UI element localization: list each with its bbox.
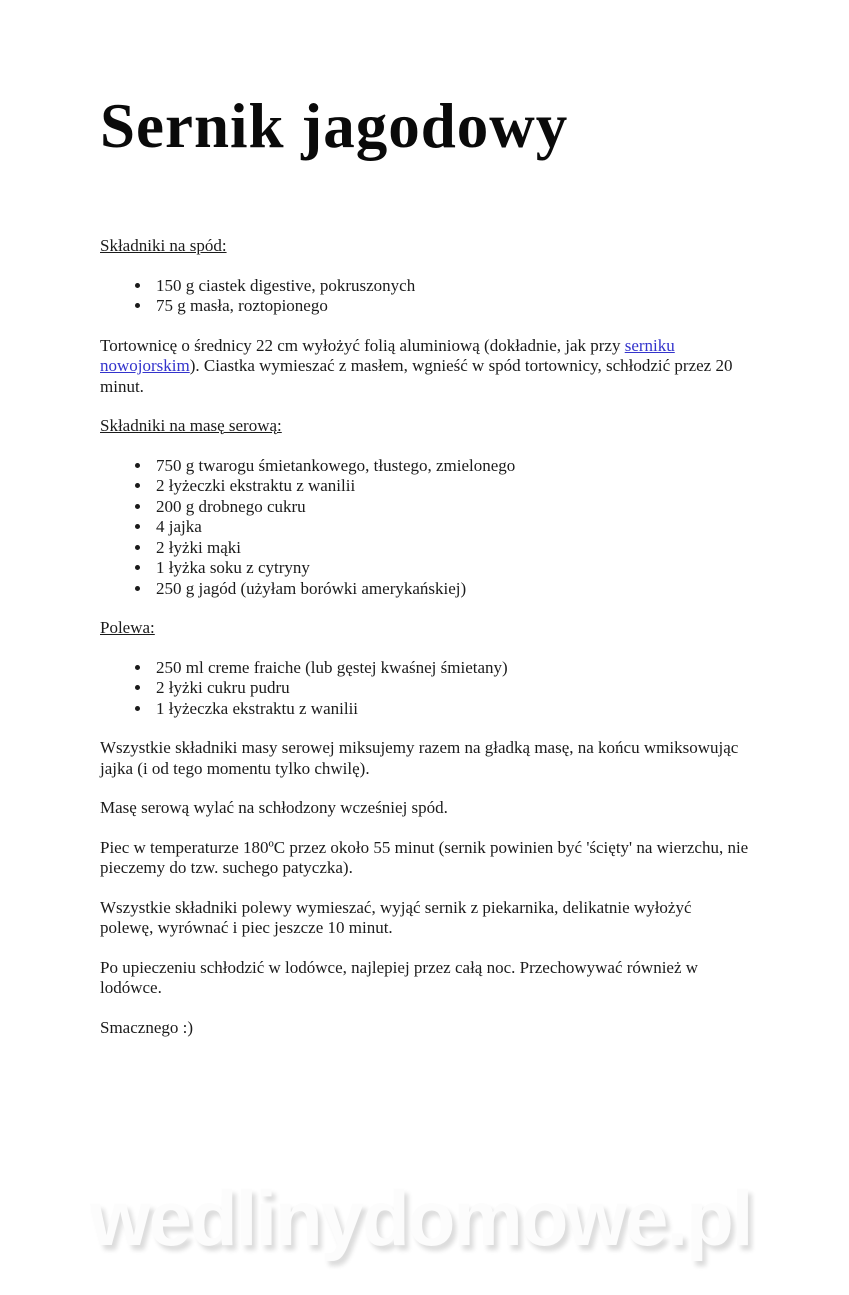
- cheese-ingredient-list: [100, 456, 749, 600]
- page-title: Sernik jagodowy: [100, 91, 569, 161]
- instruction-paragraph: Po upieczeniu schłodzić w lodówce, najlepiej przez całą noc. Przechowywać również w lodówce.: [100, 957, 699, 997]
- list-item: • 250 ml creme fraiche (lub gęstej kwaśnej śmietany): [152, 658, 749, 679]
- instruction-paragraph: Wszystkie składniki polewy wymieszać, wyjąć sernik z piekarnika, delikatnie wyłożyć polewę, wyrównać i piec jeszcze 10 minut.: [100, 897, 692, 937]
- site-watermark: wedlinydomowe.pl: [90, 1174, 752, 1262]
- instruction-paragraph: Wszystkie składniki masy serowej miksujemy razem na gładką masę, na końcu wmiksowując jajka (i od tego momentu tylko chwilę).: [100, 738, 739, 778]
- cheese-section-heading: Składniki na masę serową:: [100, 416, 282, 435]
- topping-ingredient-list: [100, 658, 749, 720]
- crust-section-heading: Składniki na spód:: [100, 236, 227, 255]
- list-item: • 4 jajka: [152, 517, 749, 538]
- list-item: • 2 łyżki cukru pudru: [152, 678, 749, 699]
- document-page: [0, 91, 849, 1038]
- sernik-nowojorski-link[interactable]: serniku nowojorskim: [100, 335, 675, 375]
- instruction-paragraph: Piec w temperaturze 180ºC przez około 55 minut (sernik powinien być 'ścięty' na wierzchu, nie pieczemy do tzw. suchego patyczka).: [100, 837, 749, 877]
- crust-instructions-paragraph: [100, 336, 749, 398]
- list-item: • 750 g twarogu śmietankowego, tłustego, zmielonego: [152, 456, 749, 477]
- crust-ingredient-list: [100, 276, 749, 317]
- list-item: • 150 g ciastek digestive, pokruszonych: [152, 276, 749, 297]
- instruction-paragraph: Masę serową wylać na schłodzony wcześniej spód.: [100, 798, 448, 817]
- topping-section-heading: Polewa:: [100, 618, 155, 637]
- list-item: • 200 g drobnego cukru: [152, 497, 749, 518]
- list-item: • 2 łyżeczki ekstraktu z wanilii: [152, 476, 749, 497]
- list-item: • 250 g jagód (użyłam borówki amerykańskiej): [152, 579, 749, 600]
- list-item: • 1 łyżeczka ekstraktu z wanilii: [152, 699, 749, 720]
- list-item: • 2 łyżki mąki: [152, 538, 749, 559]
- paragraph-text: Tortownicę o średnicy 22 cm wyłożyć folią aluminiową (dokładnie, jak przy: [100, 335, 625, 355]
- closing-paragraph: Smacznego :): [100, 1017, 193, 1037]
- list-item: • 75 g masła, roztopionego: [152, 296, 749, 317]
- list-item: • 1 łyżka soku z cytryny: [152, 558, 749, 579]
- paragraph-text: ). Ciastka wymieszać z masłem, wgnieść w spód tortownicy, schłodzić przez 20 minut.: [100, 356, 733, 396]
